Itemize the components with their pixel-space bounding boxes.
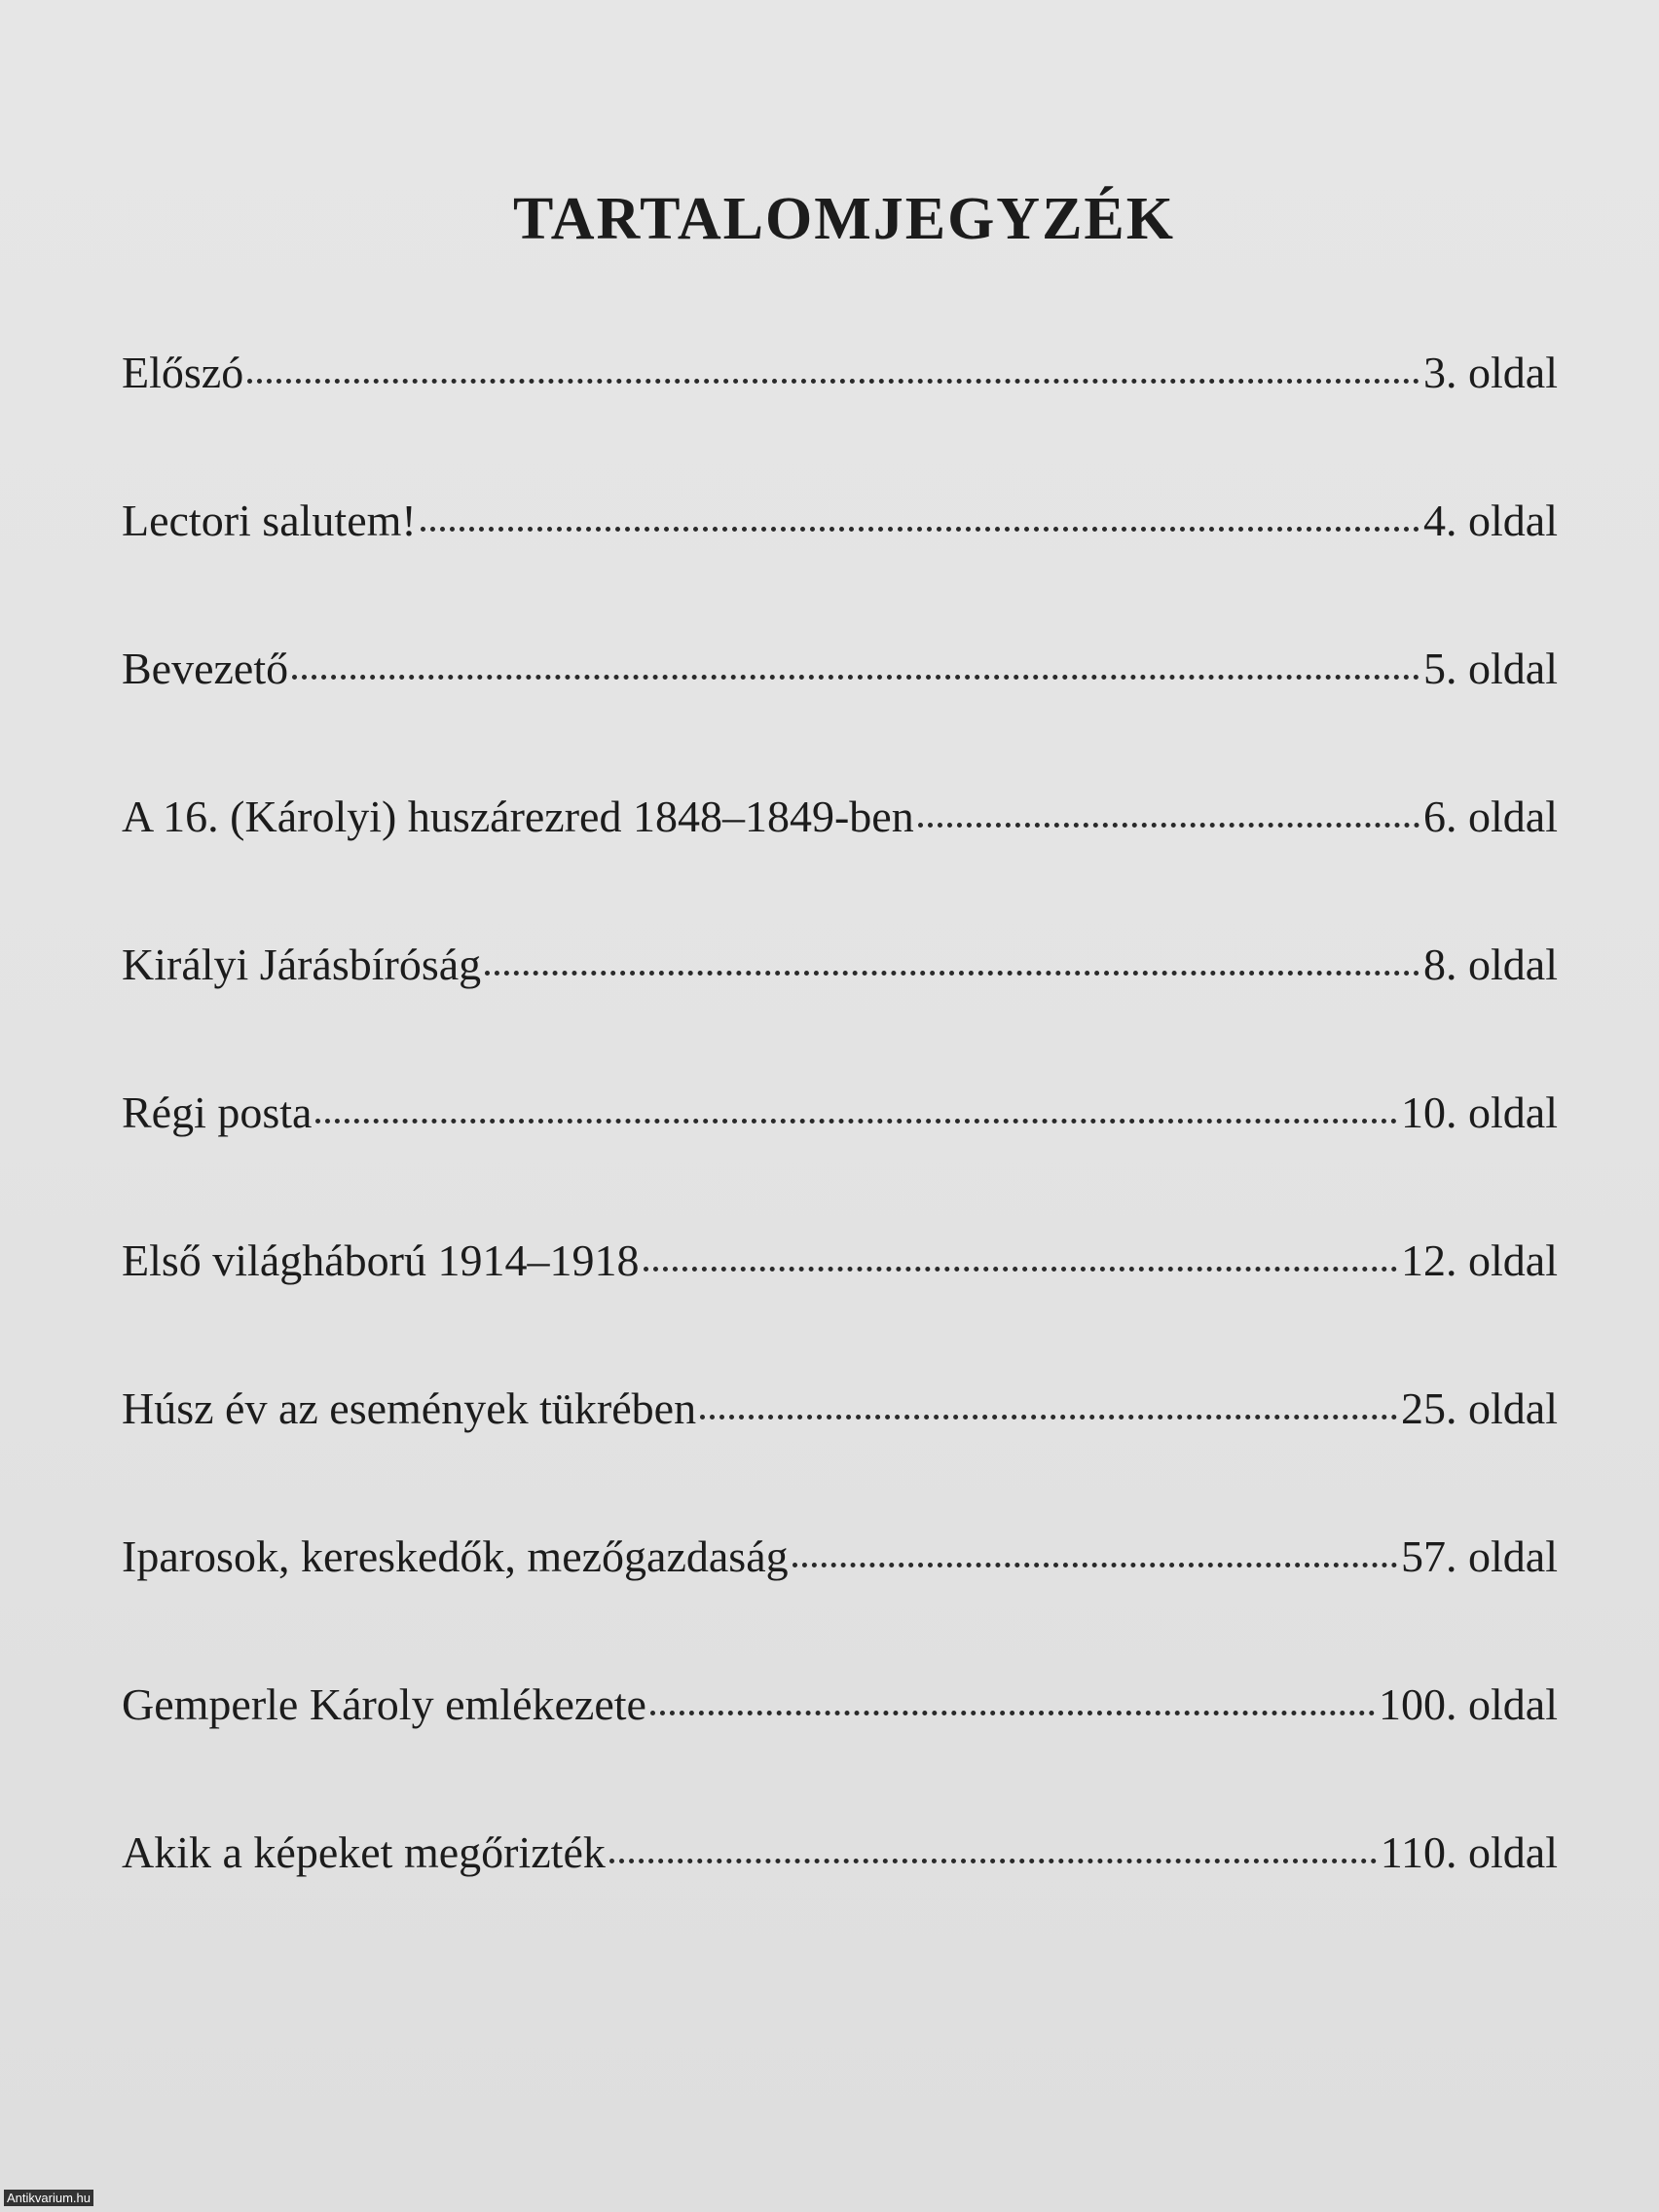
toc-entry-title: Előszó xyxy=(122,348,244,397)
toc-entry-title: Lectori salutem! xyxy=(122,496,417,545)
toc-entry-page: 10. oldal xyxy=(1401,1088,1558,1137)
toc-entry-jarasbirosag xyxy=(122,942,1558,1090)
toc-entry-page: 5. oldal xyxy=(1423,644,1558,693)
toc-entry-huszarezred xyxy=(122,794,1558,942)
toc-entry-title: Régi posta xyxy=(122,1088,313,1137)
toc-entry-page: 57. oldal xyxy=(1401,1531,1558,1581)
toc-entry-regi-posta xyxy=(122,1090,1558,1238)
dot-leader xyxy=(650,1711,1375,1715)
toc-entry-akik-a-kepeket xyxy=(122,1827,1558,1978)
toc-entry-title: Gemperle Károly emlékezete xyxy=(122,1679,646,1729)
toc-entry-page: 12. oldal xyxy=(1401,1235,1558,1285)
toc-entry-page: 6. oldal xyxy=(1423,792,1558,841)
dot-leader xyxy=(421,527,1419,532)
toc-entry-title: Húsz év az események tükrében xyxy=(122,1383,697,1433)
toc-entry-title: Iparosok, kereskedők, mezőgazdaság xyxy=(122,1531,789,1581)
table-of-contents xyxy=(122,350,1558,1978)
dot-leader xyxy=(609,1859,1377,1863)
dot-leader xyxy=(918,823,1419,828)
toc-entry-title: Királyi Járásbíróság xyxy=(122,940,482,989)
toc-entry-page: 110. oldal xyxy=(1380,1827,1558,1877)
dot-leader xyxy=(700,1415,1397,1419)
dot-leader xyxy=(315,1119,1397,1124)
toc-entry-iparosok xyxy=(122,1531,1558,1682)
toc-entry-title: Akik a képeket megőrizték xyxy=(122,1827,606,1877)
toc-entry-page: 100. oldal xyxy=(1379,1679,1558,1729)
toc-entry-eloszo xyxy=(122,350,1558,498)
toc-entry-title: Bevezető xyxy=(122,644,289,693)
dot-leader xyxy=(292,675,1419,680)
toc-entry-title: A 16. (Károlyi) huszárezred 1848–1849-ben xyxy=(122,792,914,841)
toc-entry-bevezeto xyxy=(122,646,1558,794)
dot-leader xyxy=(247,379,1419,384)
toc-entry-elso-vilaghaboru xyxy=(122,1235,1558,1386)
page-title: TARTALOMJEGYZÉK xyxy=(512,186,1176,252)
dot-leader xyxy=(644,1267,1398,1272)
toc-entry-page: 4. oldal xyxy=(1423,496,1558,545)
toc-entry-gemperle xyxy=(122,1679,1558,1830)
toc-entry-husz-ev xyxy=(122,1383,1558,1534)
dot-leader xyxy=(793,1563,1397,1567)
dot-leader xyxy=(485,971,1419,976)
toc-entry-page: 3. oldal xyxy=(1423,348,1558,397)
toc-entry-page: 25. oldal xyxy=(1401,1383,1558,1433)
toc-entry-lectori-salutem xyxy=(122,498,1558,646)
watermark: Antikvarium.hu xyxy=(4,2190,93,2206)
toc-entry-title: Első világháború 1914–1918 xyxy=(122,1235,640,1285)
toc-entry-page: 8. oldal xyxy=(1423,940,1558,989)
